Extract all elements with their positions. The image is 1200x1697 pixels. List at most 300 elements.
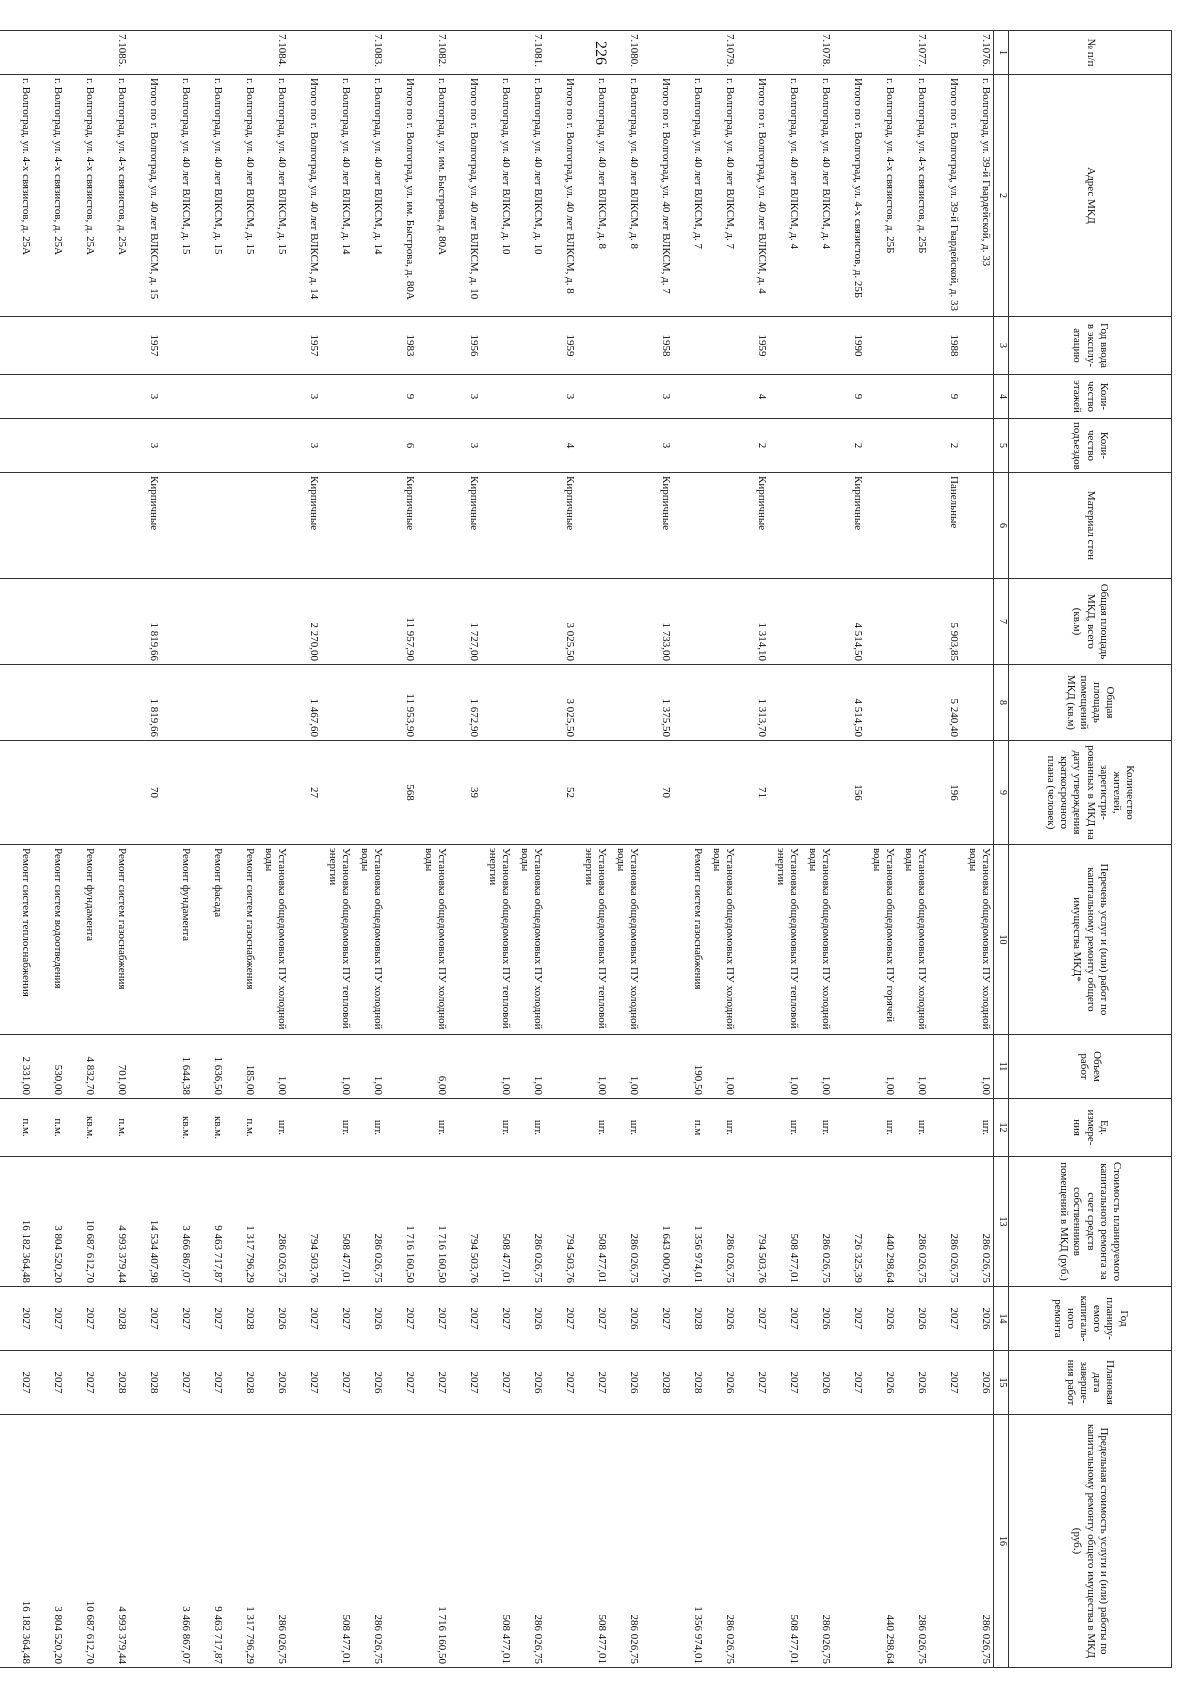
table-cell bbox=[673, 419, 705, 473]
table-cell: 2028 bbox=[97, 1287, 129, 1351]
table-cell: 286 026,75 bbox=[929, 1157, 961, 1287]
table-cell bbox=[65, 741, 97, 845]
table-cell: 794 503,76 bbox=[289, 1157, 321, 1287]
column-header: Объем работ bbox=[1009, 1035, 1172, 1099]
table-cell bbox=[577, 473, 609, 579]
table-cell bbox=[577, 317, 609, 375]
table-cell: 1 644,38 bbox=[161, 1035, 193, 1099]
column-number: 12 bbox=[994, 1099, 1009, 1157]
table-cell bbox=[1, 317, 33, 375]
header-row bbox=[1009, 31, 1172, 1668]
table-cell bbox=[97, 473, 129, 579]
table-cell: 508 477,01 bbox=[481, 1415, 513, 1668]
table-cell bbox=[705, 419, 737, 473]
column-number: 1 bbox=[994, 31, 1009, 75]
table-cell: Установка общедомовых ПУ холодной воды bbox=[801, 845, 833, 1035]
table-cell: 2028 bbox=[225, 1351, 257, 1415]
table-cell: 11 953,90 bbox=[385, 665, 417, 741]
table-cell: п.м. bbox=[33, 1099, 65, 1157]
table-cell: 70 bbox=[641, 741, 673, 845]
table-cell: 2026 bbox=[705, 1287, 737, 1351]
table-cell: 2 bbox=[929, 419, 961, 473]
table-cell: 794 503,76 bbox=[545, 1157, 577, 1287]
table-cell bbox=[737, 845, 769, 1035]
table-cell bbox=[1, 419, 33, 473]
column-header: Общая площадь МКД, всего (кв.м) bbox=[1009, 579, 1172, 665]
table-cell bbox=[801, 579, 833, 665]
table-cell: Ремонт систем водоотведения bbox=[33, 845, 65, 1035]
table-cell bbox=[737, 1415, 769, 1668]
table-cell bbox=[769, 419, 801, 473]
table-cell: Установка общедомовых ПУ холодной воды bbox=[897, 845, 929, 1035]
table-cell: 508 477,01 bbox=[577, 1157, 609, 1287]
table-cell: 2028 bbox=[225, 1287, 257, 1351]
table-row bbox=[705, 31, 737, 1668]
table-cell: п.м. bbox=[1, 1099, 33, 1157]
table-cell bbox=[513, 473, 545, 579]
table-cell: 508 477,01 bbox=[769, 1415, 801, 1668]
table-cell bbox=[161, 579, 193, 665]
table-cell: 2027 bbox=[481, 1287, 513, 1351]
table-cell bbox=[1, 665, 33, 741]
table-cell bbox=[385, 1099, 417, 1157]
table-cell: 1,00 bbox=[257, 1035, 289, 1099]
table-cell: Кирпичные bbox=[545, 473, 577, 579]
table-cell: 1,00 bbox=[769, 1035, 801, 1099]
column-header: Материал стен bbox=[1009, 473, 1172, 579]
table-cell: 2027 bbox=[641, 1287, 673, 1351]
table-cell bbox=[129, 1035, 161, 1099]
table-cell: 2026 bbox=[705, 1351, 737, 1415]
table-cell bbox=[609, 579, 641, 665]
capital-repair-table bbox=[0, 30, 1172, 1668]
table-cell bbox=[865, 473, 897, 579]
table-cell bbox=[353, 473, 385, 579]
table-row bbox=[161, 31, 193, 1668]
column-header: Предельная стоимость услуги и (или) работы по капитальному ремонту общего имущества в МКД (руб.) bbox=[1009, 1415, 1172, 1668]
table-cell: 3 804 520,20 bbox=[33, 1415, 65, 1668]
table-cell: Кирпичные bbox=[449, 473, 481, 579]
table-row bbox=[129, 31, 161, 1668]
table-cell: 4 832,70 bbox=[65, 1035, 97, 1099]
table-cell bbox=[481, 31, 513, 75]
table-cell: 1,00 bbox=[577, 1035, 609, 1099]
table-cell bbox=[737, 31, 769, 75]
column-header: № п/п bbox=[1009, 31, 1172, 75]
table-cell bbox=[961, 579, 994, 665]
table-cell bbox=[289, 1099, 321, 1157]
column-number: 11 bbox=[994, 1035, 1009, 1099]
table-cell: 3 bbox=[641, 419, 673, 473]
table-cell: 286 026,75 bbox=[353, 1157, 385, 1287]
table-cell bbox=[321, 375, 353, 419]
table-cell: 2027 bbox=[577, 1287, 609, 1351]
table-cell: 7.1085. bbox=[97, 31, 129, 75]
table-cell: 2026 bbox=[865, 1351, 897, 1415]
table-cell: Итого по г. Волгоград, ул. 40 лет ВЛКСМ, д. 8 bbox=[545, 75, 577, 317]
table-cell: шт. bbox=[321, 1099, 353, 1157]
table-cell bbox=[737, 1099, 769, 1157]
table-cell: 1957 bbox=[289, 317, 321, 375]
table-cell: кв.м. bbox=[193, 1099, 225, 1157]
table-row bbox=[385, 31, 417, 1668]
table-cell: 286 026,75 bbox=[513, 1157, 545, 1287]
table-cell: г. Волгоград, ул. 40 лет ВЛКСМ, д. 14 bbox=[353, 75, 385, 317]
table-cell: 7.1081. bbox=[513, 31, 545, 75]
table-cell bbox=[865, 741, 897, 845]
table-cell bbox=[385, 1035, 417, 1099]
column-header: Год ввода в эксплу-атацию bbox=[1009, 317, 1172, 375]
table-cell bbox=[0, 845, 1, 1035]
table-cell: г. Волгоград, ул. 40 лет ВЛКСМ, д. 10 bbox=[513, 75, 545, 317]
table-cell bbox=[641, 1415, 673, 1668]
table-cell bbox=[929, 1415, 961, 1668]
table-cell bbox=[321, 317, 353, 375]
table-cell: Итого по г. Волгоград, ул. 40 лет ВЛКСМ, д. 14 bbox=[289, 75, 321, 317]
table-row bbox=[0, 31, 1, 1668]
table-cell: г. Волгоград, ул. 4-х связистов, д. 25Б bbox=[865, 75, 897, 317]
table-cell bbox=[961, 665, 994, 741]
table-cell bbox=[1, 31, 33, 75]
table-cell: 2 270,00 bbox=[289, 579, 321, 665]
table-cell bbox=[961, 419, 994, 473]
column-header: Перечень услуг и (или) работ по капитальному ремонту общего имущества МКД* bbox=[1009, 845, 1172, 1035]
table-cell bbox=[225, 31, 257, 75]
table-cell bbox=[129, 845, 161, 1035]
table-cell: 1,00 bbox=[705, 1035, 737, 1099]
table-cell: 2027 bbox=[129, 1287, 161, 1351]
table-cell: шт. bbox=[353, 1099, 385, 1157]
table-cell: 2027 bbox=[577, 1351, 609, 1415]
table-cell bbox=[609, 375, 641, 419]
table-cell: кв.м. bbox=[161, 1099, 193, 1157]
table-cell: 2 bbox=[737, 419, 769, 473]
table-cell bbox=[33, 375, 65, 419]
table-cell bbox=[769, 31, 801, 75]
table-row bbox=[865, 31, 897, 1668]
table-cell: Установка общедомовых ПУ холодной воды bbox=[609, 845, 641, 1035]
table-cell bbox=[865, 375, 897, 419]
table-cell bbox=[225, 473, 257, 579]
table-cell bbox=[193, 375, 225, 419]
table-cell bbox=[673, 375, 705, 419]
column-number: 2 bbox=[994, 75, 1009, 317]
table-cell bbox=[161, 419, 193, 473]
table-cell: 2026 bbox=[801, 1287, 833, 1351]
table-cell: г. Волгоград, ул. 39-й Гвардейской, д. 33 bbox=[961, 75, 994, 317]
table-header bbox=[994, 31, 1172, 1668]
table-cell bbox=[161, 317, 193, 375]
table-cell: 1,00 bbox=[865, 1035, 897, 1099]
table-cell: 508 477,01 bbox=[481, 1157, 513, 1287]
table-row bbox=[897, 31, 929, 1668]
table-cell: 2027 bbox=[545, 1351, 577, 1415]
table-row bbox=[417, 31, 449, 1668]
table-cell: 1 467,60 bbox=[289, 665, 321, 741]
table-cell bbox=[1, 741, 33, 845]
table-cell bbox=[705, 579, 737, 665]
table-cell bbox=[481, 419, 513, 473]
table-cell: 1 636,50 bbox=[193, 1035, 225, 1099]
table-cell bbox=[225, 579, 257, 665]
table-cell bbox=[193, 579, 225, 665]
table-cell bbox=[97, 665, 129, 741]
table-cell bbox=[545, 845, 577, 1035]
table-cell bbox=[929, 1099, 961, 1157]
table-cell: 2027 bbox=[417, 1351, 449, 1415]
table-cell bbox=[321, 31, 353, 75]
column-number-row bbox=[994, 31, 1009, 1668]
table-cell bbox=[865, 419, 897, 473]
table-cell bbox=[929, 1035, 961, 1099]
table-row bbox=[1, 31, 33, 1668]
table-cell bbox=[961, 473, 994, 579]
table-cell: 440 298,64 bbox=[865, 1415, 897, 1668]
column-number: 6 bbox=[994, 473, 1009, 579]
table-cell bbox=[353, 375, 385, 419]
table-cell: 2027 bbox=[769, 1351, 801, 1415]
table-cell: г. Волгоград, ул. 40 лет ВЛКСМ, д. 15 bbox=[225, 75, 257, 317]
table-cell bbox=[0, 741, 1, 845]
table-cell bbox=[33, 317, 65, 375]
table-cell: 2027 bbox=[929, 1351, 961, 1415]
column-header: Коли-чество этажей bbox=[1009, 375, 1172, 419]
table-cell bbox=[481, 579, 513, 665]
table-row bbox=[609, 31, 641, 1668]
table-cell bbox=[449, 1415, 481, 1668]
table-cell bbox=[705, 741, 737, 845]
table-cell: 286 026,75 bbox=[609, 1415, 641, 1668]
table-cell: 1983 bbox=[385, 317, 417, 375]
table-cell bbox=[513, 317, 545, 375]
table-cell: 27 bbox=[289, 741, 321, 845]
table-cell bbox=[0, 419, 1, 473]
table-cell bbox=[801, 419, 833, 473]
table-cell: шт. bbox=[961, 1099, 994, 1157]
table-cell: 4 993 379,44 bbox=[97, 1415, 129, 1668]
table-cell bbox=[865, 317, 897, 375]
table-cell: 530,00 bbox=[33, 1035, 65, 1099]
table-cell: 10 687 612,70 bbox=[65, 1157, 97, 1287]
table-cell: 2027 bbox=[289, 1351, 321, 1415]
table-cell bbox=[801, 473, 833, 579]
table-cell bbox=[97, 317, 129, 375]
table-cell: 4 bbox=[545, 419, 577, 473]
table-cell bbox=[161, 375, 193, 419]
table-cell: 1959 bbox=[545, 317, 577, 375]
table-cell bbox=[737, 1035, 769, 1099]
table-cell bbox=[449, 1099, 481, 1157]
table-cell: 2026 bbox=[513, 1287, 545, 1351]
table-cell: Итого по г. Волгоград, ул. 40 лет ВЛКСМ, д. 4 bbox=[737, 75, 769, 317]
table-cell bbox=[609, 419, 641, 473]
table-cell: 196 bbox=[929, 741, 961, 845]
table-row bbox=[929, 31, 961, 1668]
table-cell: 2026 bbox=[801, 1351, 833, 1415]
table-cell: 286 026,75 bbox=[513, 1415, 545, 1668]
table-cell: 2027 bbox=[321, 1351, 353, 1415]
table-cell: 1956 bbox=[449, 317, 481, 375]
table-cell: 2028 bbox=[673, 1351, 705, 1415]
table-cell: 286 026,75 bbox=[801, 1415, 833, 1668]
table-cell: 1 716 160,50 bbox=[417, 1415, 449, 1668]
table-cell: 3 bbox=[449, 419, 481, 473]
table-cell: Установка общедомовых ПУ тепловой энергии bbox=[769, 845, 801, 1035]
table-cell: 1988 bbox=[929, 317, 961, 375]
table-cell bbox=[897, 579, 929, 665]
table-row bbox=[769, 31, 801, 1668]
table-row bbox=[449, 31, 481, 1668]
table-cell bbox=[33, 741, 65, 845]
table-row bbox=[801, 31, 833, 1668]
table-cell bbox=[513, 741, 545, 845]
table-cell: 1,00 bbox=[353, 1035, 385, 1099]
table-cell bbox=[161, 665, 193, 741]
table-cell bbox=[0, 1415, 1, 1668]
table-row bbox=[97, 31, 129, 1668]
column-number: 10 bbox=[994, 845, 1009, 1035]
table-cell: 3 025,50 bbox=[545, 665, 577, 741]
table-row bbox=[513, 31, 545, 1668]
table-cell bbox=[353, 579, 385, 665]
table-row bbox=[481, 31, 513, 1668]
table-cell: г. Волгоград, ул. 40 лет ВЛКСМ, д. 15 bbox=[257, 75, 289, 317]
table-cell: Итого по г. Волгоград, ул. 40 лет ВЛКСМ, д. 15 bbox=[129, 75, 161, 317]
table-cell bbox=[513, 419, 545, 473]
table-cell bbox=[65, 375, 97, 419]
table-cell bbox=[225, 741, 257, 845]
table-cell: Кирпичные bbox=[289, 473, 321, 579]
table-cell: Ремонт систем газоснабжения bbox=[225, 845, 257, 1035]
table-cell: 2026 bbox=[353, 1287, 385, 1351]
table-cell bbox=[257, 665, 289, 741]
table-cell: Итого по г. Волгоград, ул. 39-й Гвардейской, д. 33 bbox=[929, 75, 961, 317]
table-cell bbox=[577, 375, 609, 419]
table-cell bbox=[0, 317, 1, 375]
table-cell: 4 514,50 bbox=[833, 665, 865, 741]
table-cell: 726 325,39 bbox=[833, 1157, 865, 1287]
table-cell: 1 643 000,76 bbox=[641, 1157, 673, 1287]
table-cell bbox=[513, 665, 545, 741]
table-cell bbox=[97, 579, 129, 665]
table-cell: 1 819,66 bbox=[129, 579, 161, 665]
table-cell: 1 375,50 bbox=[641, 665, 673, 741]
table-cell: 1 716 160,50 bbox=[385, 1157, 417, 1287]
table-cell bbox=[865, 579, 897, 665]
table-cell: Установка общедомовых ПУ холодной воды bbox=[417, 845, 449, 1035]
table-cell bbox=[897, 741, 929, 845]
table-cell: 2026 bbox=[609, 1287, 641, 1351]
table-cell bbox=[161, 31, 193, 75]
table-cell: г. Волгоград, ул. 40 лет ВЛКСМ, д. 15 bbox=[161, 75, 193, 317]
table-cell bbox=[33, 31, 65, 75]
table-cell: 16 182 364,48 bbox=[1, 1415, 33, 1668]
table-cell bbox=[161, 473, 193, 579]
table-cell bbox=[833, 1415, 865, 1668]
table-cell: п.м bbox=[673, 1099, 705, 1157]
table-cell: Установка общедомовых ПУ холодной воды bbox=[961, 845, 994, 1035]
table-cell bbox=[609, 741, 641, 845]
table-cell: шт. bbox=[417, 1099, 449, 1157]
table-cell: 2026 bbox=[897, 1351, 929, 1415]
table-cell: 286 026,75 bbox=[961, 1157, 994, 1287]
table-cell: 2026 bbox=[257, 1287, 289, 1351]
table-cell: 2027 bbox=[929, 1287, 961, 1351]
table-cell: 2027 bbox=[737, 1287, 769, 1351]
table-cell: 286 026,75 bbox=[705, 1415, 737, 1668]
table-cell: Установка общедомовых ПУ холодной воды bbox=[257, 845, 289, 1035]
table-cell: 2028 bbox=[673, 1287, 705, 1351]
table-cell: 185,00 bbox=[225, 1035, 257, 1099]
table-cell: 7.1080. bbox=[609, 31, 641, 75]
table-cell bbox=[385, 1415, 417, 1668]
table-cell bbox=[769, 375, 801, 419]
table-cell bbox=[129, 1415, 161, 1668]
table-cell bbox=[289, 1415, 321, 1668]
table-cell: 1957 bbox=[129, 317, 161, 375]
table-cell: 10 687 612,70 bbox=[65, 1415, 97, 1668]
table-cell: 286 026,75 bbox=[961, 1415, 994, 1668]
table-cell: 2 bbox=[833, 419, 865, 473]
table-cell: Установка общедомовых ПУ горячей воды bbox=[865, 845, 897, 1035]
table-cell: Кирпичные bbox=[641, 473, 673, 579]
table-cell bbox=[353, 665, 385, 741]
table-cell: г. Волгоград, ул. 4-х связистов, д. 25А bbox=[97, 75, 129, 317]
table-cell bbox=[65, 579, 97, 665]
column-number: 4 bbox=[994, 375, 1009, 419]
table-cell bbox=[897, 375, 929, 419]
table-cell bbox=[225, 375, 257, 419]
table-cell bbox=[577, 741, 609, 845]
table-cell: 2027 bbox=[481, 1351, 513, 1415]
table-row bbox=[545, 31, 577, 1668]
table-cell: 1,00 bbox=[961, 1035, 994, 1099]
table-cell: 568 bbox=[385, 741, 417, 845]
table-cell bbox=[257, 741, 289, 845]
table-cell bbox=[577, 31, 609, 75]
table-cell bbox=[481, 317, 513, 375]
table-cell: 39 bbox=[449, 741, 481, 845]
column-header: Коли-чество подъездов bbox=[1009, 419, 1172, 473]
table-cell: 4 bbox=[737, 375, 769, 419]
table-cell: 1 317 796,29 bbox=[225, 1415, 257, 1668]
table-cell: 16 182 364,48 bbox=[1, 1157, 33, 1287]
column-header: Общая площадь помещений МКД (кв.м) bbox=[1009, 665, 1172, 741]
table-cell bbox=[97, 375, 129, 419]
table-cell: 2026 bbox=[609, 1351, 641, 1415]
table-cell: 286 026,75 bbox=[801, 1157, 833, 1287]
table-cell bbox=[193, 317, 225, 375]
table-cell bbox=[193, 31, 225, 75]
table-cell: Установка общедомовых ПУ холодной воды bbox=[513, 845, 545, 1035]
table-cell: 6,00 bbox=[417, 1035, 449, 1099]
table-cell: 1 819,66 bbox=[129, 665, 161, 741]
table-cell: 1 356 974,01 bbox=[673, 1415, 705, 1668]
column-number: 15 bbox=[994, 1351, 1009, 1415]
table-cell bbox=[417, 665, 449, 741]
table-cell bbox=[449, 845, 481, 1035]
table-cell: 2027 bbox=[545, 1287, 577, 1351]
table-cell bbox=[417, 473, 449, 579]
table-cell bbox=[0, 375, 1, 419]
table-cell bbox=[801, 375, 833, 419]
table-cell: 2027 bbox=[449, 1351, 481, 1415]
table-row bbox=[65, 31, 97, 1668]
table-cell: 1,00 bbox=[321, 1035, 353, 1099]
table-cell bbox=[929, 845, 961, 1035]
table-cell: 794 503,76 bbox=[449, 1157, 481, 1287]
table-cell: 2027 bbox=[33, 1351, 65, 1415]
